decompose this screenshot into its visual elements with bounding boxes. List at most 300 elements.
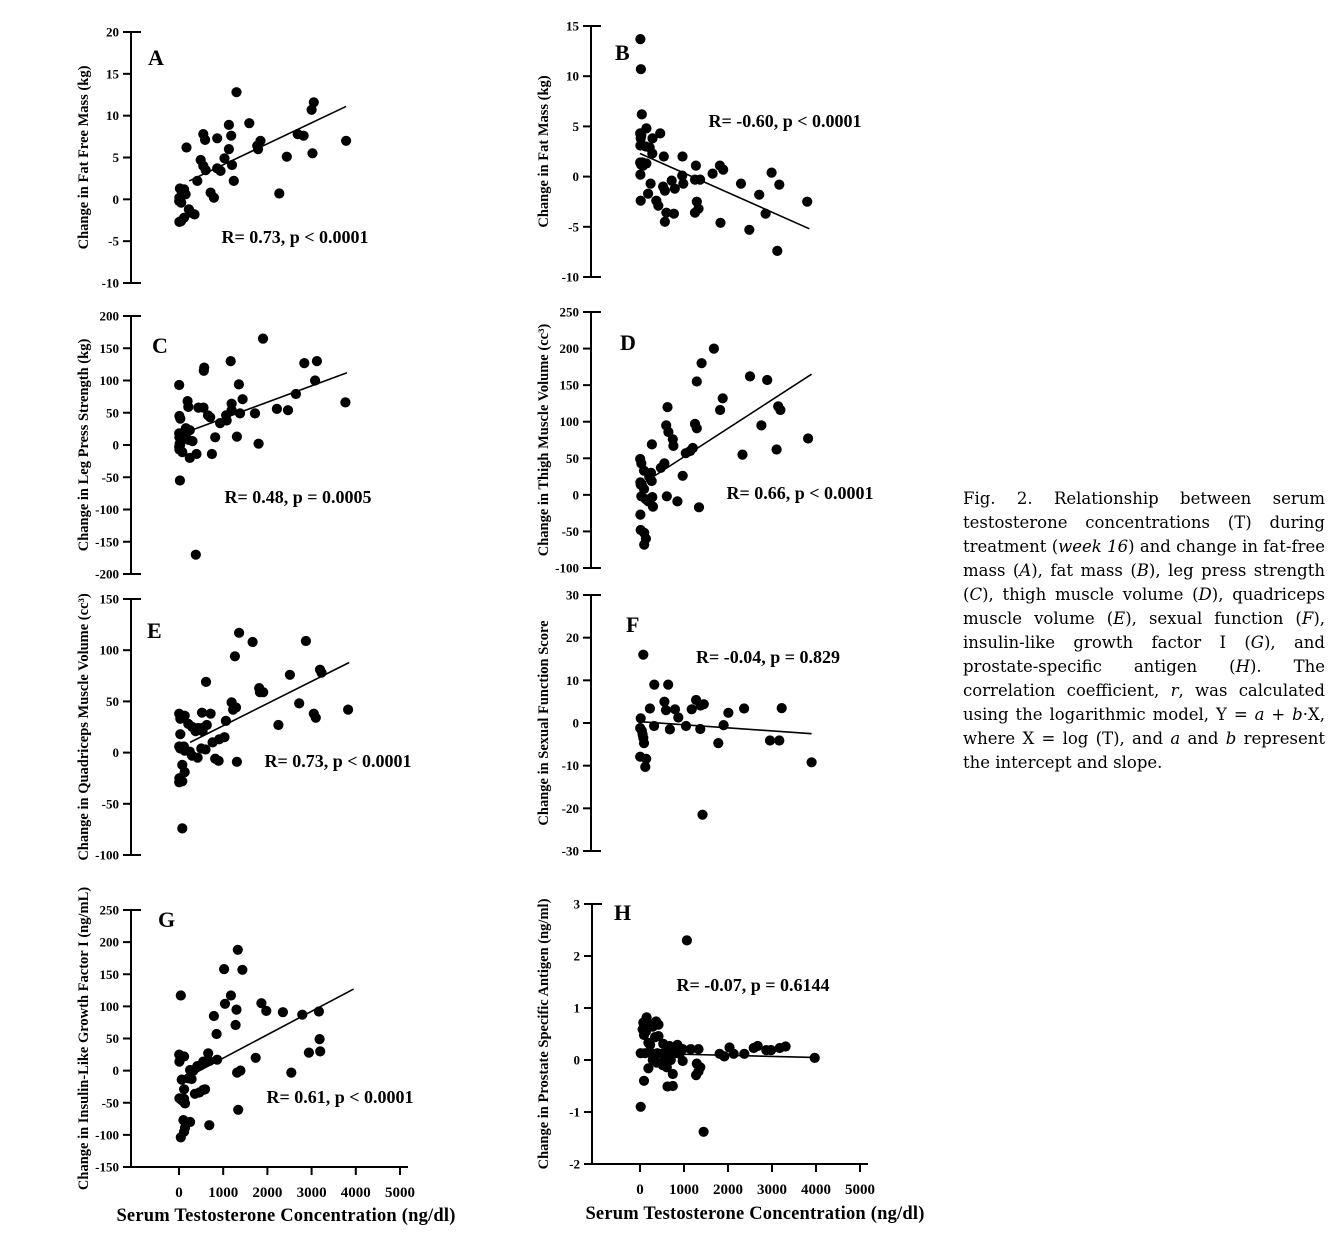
data-point [291, 389, 301, 399]
y-axis-label: Change in Insulin-Like Growth Factor I (ng/mL) [76, 886, 92, 1191]
caption-segment: ), and prostate-specific antigen ( [963, 633, 1325, 676]
caption-italic-segment: a [1254, 705, 1265, 724]
data-point [232, 757, 242, 767]
data-point [647, 148, 657, 158]
data-point [273, 720, 283, 730]
data-point [215, 166, 225, 176]
data-point [231, 87, 241, 97]
data-point [639, 738, 649, 748]
y-tick-label: 10 [566, 68, 579, 84]
data-point [660, 186, 670, 196]
data-point [739, 1049, 749, 1059]
x-axis-title-right: Serum Testosterone Concentration (ng/dl) [585, 1204, 925, 1224]
panel-letter: E [147, 618, 162, 643]
data-point [640, 762, 650, 772]
data-point [802, 197, 812, 207]
data-point [222, 415, 232, 425]
caption-italic-segment: B [1136, 561, 1149, 580]
data-point [662, 491, 672, 501]
chart-panel-D [520, 300, 965, 590]
y-tick-label: 0 [112, 191, 119, 207]
y-tick-label: 100 [559, 414, 579, 430]
data-point [691, 161, 701, 171]
data-point [301, 636, 311, 646]
data-point [777, 703, 787, 713]
data-point [233, 1105, 243, 1115]
data-point [341, 136, 351, 146]
data-point [175, 475, 185, 485]
y-tick-label: 10 [566, 672, 579, 688]
data-point [715, 405, 725, 415]
regression-line [190, 373, 347, 431]
y-tick-label: 50 [106, 693, 119, 709]
data-point [673, 712, 683, 722]
data-point [646, 179, 656, 189]
y-tick-label: 100 [99, 373, 119, 388]
data-point [258, 687, 268, 697]
panel-letter: G [158, 907, 176, 932]
y-tick-label: -100 [95, 502, 119, 517]
y-tick-label: 2 [573, 948, 580, 964]
data-point [810, 1053, 820, 1063]
y-axis [131, 316, 141, 574]
data-point [191, 550, 201, 560]
data-point [744, 225, 754, 235]
data-point [660, 217, 670, 227]
data-point [678, 179, 688, 189]
data-point [715, 218, 725, 228]
y-tick-label: 0 [112, 1063, 119, 1079]
data-point [723, 708, 733, 718]
data-point [713, 738, 723, 748]
data-point [299, 131, 309, 141]
y-tick-label: -50 [561, 523, 579, 539]
y-axis-label: Change in Quadriceps Muscle Volume (cc³) [76, 593, 92, 861]
data-point [231, 1020, 241, 1030]
data-point [314, 1006, 324, 1016]
data-point [231, 1005, 241, 1015]
caption-italic-segment: H [1235, 657, 1250, 676]
data-point [224, 120, 234, 130]
y-tick-label: -20 [561, 800, 579, 816]
data-point [761, 209, 771, 219]
data-point [659, 697, 669, 707]
data-point [174, 1057, 184, 1067]
data-point [232, 432, 242, 442]
y-tick-label: -30 [561, 843, 579, 859]
data-point [678, 1056, 688, 1066]
data-point [694, 502, 704, 512]
data-point [233, 945, 243, 955]
y-tick-label: 10 [106, 108, 119, 124]
data-point [647, 439, 657, 449]
caption-segment: + [1264, 705, 1293, 724]
y-tick-label: 3 [573, 896, 580, 912]
data-point [214, 734, 224, 744]
y-tick-label: 15 [566, 18, 579, 34]
data-point [250, 408, 260, 418]
data-point [191, 449, 201, 459]
data-point [655, 128, 665, 138]
data-point [229, 176, 239, 186]
data-point [179, 1127, 189, 1137]
data-point [668, 441, 678, 451]
y-tick-label: 50 [106, 405, 119, 421]
caption-italic-segment: E [1113, 609, 1126, 628]
chart-panel-G [60, 880, 505, 1210]
x-tick-label: 0 [175, 1185, 183, 1201]
y-tick-label: 100 [99, 642, 119, 658]
correlation-annotation: R= -0.07, p = 0.6144 [676, 975, 830, 995]
caption-italic-segment: a [1170, 729, 1181, 748]
data-point [343, 705, 353, 715]
y-axis [131, 599, 141, 855]
x-axis-title-left: Serum Testosterone Concentration (ng/dl) [116, 1206, 456, 1226]
y-axis [131, 32, 141, 283]
data-point [719, 720, 729, 730]
data-point [662, 402, 672, 412]
y-tick-label: 0 [112, 437, 119, 453]
data-point [219, 964, 229, 974]
data-point [709, 344, 719, 354]
data-point [278, 1007, 288, 1017]
data-point [677, 151, 687, 161]
data-point [200, 744, 210, 754]
y-tick-label: 150 [99, 591, 119, 607]
scatter-points [174, 628, 353, 834]
caption-segment: ·X, where X = log (T), and [963, 705, 1325, 748]
data-point [729, 1049, 739, 1059]
scatter-points [174, 334, 350, 560]
data-point [297, 1010, 307, 1020]
data-point [210, 432, 220, 442]
panel-letter: H [614, 900, 632, 925]
data-point [636, 64, 646, 74]
data-point [212, 1029, 222, 1039]
y-axis [592, 904, 602, 1164]
x-tick-label: 4000 [801, 1182, 831, 1198]
y-tick-label: -50 [101, 1095, 119, 1111]
data-point [637, 109, 647, 119]
data-point [209, 193, 219, 203]
data-point [635, 510, 645, 520]
scatter-points [635, 650, 817, 820]
data-point [227, 160, 237, 170]
data-point [774, 735, 784, 745]
y-tick-label: -100 [95, 847, 119, 863]
correlation-annotation: R= 0.61, p < 0.0001 [266, 1087, 414, 1107]
data-point [697, 810, 707, 820]
data-point [175, 414, 185, 424]
data-point [175, 729, 185, 739]
x-tick-label: 1000 [208, 1185, 239, 1201]
data-point [174, 380, 184, 390]
caption-italic-segment: F [1301, 609, 1314, 628]
y-tick-label: -1 [569, 1104, 580, 1120]
data-point [307, 105, 317, 115]
data-point [636, 196, 646, 206]
caption-italic-segment: C [969, 585, 983, 604]
panel-letter: D [620, 330, 636, 355]
data-point [202, 720, 212, 730]
data-point [176, 198, 186, 208]
data-point [649, 680, 659, 690]
y-tick-label: -150 [95, 534, 119, 550]
data-point [718, 393, 728, 403]
y-tick-label: 150 [99, 966, 119, 982]
data-point [285, 670, 295, 680]
data-point [176, 990, 186, 1000]
y-tick-label: 150 [559, 377, 579, 393]
data-point [635, 170, 645, 180]
data-point [312, 356, 322, 366]
chart-panel-B [520, 10, 965, 302]
data-point [737, 450, 747, 460]
data-point [274, 188, 284, 198]
y-tick-label: 0 [573, 1052, 580, 1068]
y-tick-label: -100 [95, 1127, 119, 1143]
y-tick-label: 0 [572, 169, 579, 185]
data-point [772, 444, 782, 454]
y-tick-label: -50 [101, 796, 119, 812]
data-point [192, 176, 202, 186]
data-point [659, 458, 669, 468]
y-axis [131, 910, 141, 1167]
data-point [653, 201, 663, 211]
data-point [183, 402, 193, 412]
x-tick-label: 3000 [296, 1185, 327, 1201]
data-point [635, 34, 645, 44]
data-point [212, 1055, 222, 1065]
data-point [662, 1081, 672, 1091]
y-tick-label: 0 [572, 715, 579, 731]
y-axis [591, 26, 601, 277]
data-point [672, 496, 682, 506]
y-tick-label: 50 [106, 1031, 119, 1046]
data-point [199, 366, 209, 376]
data-point [282, 152, 292, 162]
data-point [226, 131, 236, 141]
caption-segment: ), leg press strength ( [963, 561, 1325, 604]
chart-panel-F [520, 585, 965, 880]
data-point [231, 702, 241, 712]
caption-italic-segment: A [1019, 561, 1032, 580]
caption-italic-segment: b [1292, 705, 1303, 724]
data-point [238, 394, 248, 404]
data-point [237, 965, 247, 975]
y-tick-label: 15 [106, 66, 119, 82]
data-point [678, 471, 688, 481]
data-point [659, 151, 669, 161]
data-point [774, 180, 784, 190]
data-point [176, 216, 186, 226]
data-point [181, 142, 191, 152]
data-point [304, 1048, 314, 1058]
x-tick-label: 0 [636, 1182, 644, 1198]
data-point [670, 184, 680, 194]
data-point [187, 436, 197, 446]
data-point [649, 721, 659, 731]
data-point [189, 209, 199, 219]
data-point [645, 703, 655, 713]
data-point [736, 179, 746, 189]
data-point [226, 356, 236, 366]
data-point [695, 700, 705, 710]
figure-caption [963, 487, 1325, 775]
data-point [200, 1084, 210, 1094]
data-point [719, 1051, 729, 1061]
y-tick-label: 0 [572, 487, 579, 503]
data-point [214, 756, 224, 766]
data-point [636, 1102, 646, 1112]
y-tick-label: 200 [559, 341, 579, 357]
data-point [204, 1120, 214, 1130]
chart-panel-E [60, 585, 505, 880]
correlation-annotation: R= -0.04, p = 0.829 [695, 647, 841, 667]
x-tick-label: 1000 [669, 1182, 699, 1198]
data-point [690, 208, 700, 218]
chart-panel-H [520, 880, 965, 1210]
data-point [209, 1011, 219, 1021]
data-point [643, 1063, 653, 1073]
data-point [647, 476, 657, 486]
y-tick-label: 50 [566, 450, 579, 466]
data-point [641, 158, 651, 168]
y-tick-label: -200 [95, 566, 119, 582]
data-point [179, 1084, 189, 1094]
caption-italic-segment: week 16 [1058, 537, 1129, 556]
panel-letter: B [615, 40, 630, 65]
data-point [316, 668, 326, 678]
panel-letter: A [148, 45, 164, 70]
y-tick-label: 5 [112, 150, 119, 165]
data-point [636, 713, 646, 723]
y-axis-label: Change in Prostate Specific Antigen (ng/ml) [536, 898, 552, 1170]
data-point [681, 721, 691, 731]
data-point [201, 677, 211, 687]
data-point [193, 753, 203, 763]
data-point [177, 776, 187, 786]
chart-panel-A [60, 10, 505, 302]
data-point [200, 135, 210, 145]
caption-segment: ), insulin-like growth factor I ( [963, 609, 1325, 652]
panel-letter: F [626, 612, 640, 637]
data-point [310, 375, 320, 385]
y-axis-label: Change in Sexual Function Score [536, 620, 552, 826]
x-tick-label: 5000 [845, 1182, 875, 1198]
data-point [638, 650, 648, 660]
data-point [187, 1074, 197, 1084]
data-point [258, 334, 268, 344]
y-tick-label: -10 [561, 758, 579, 774]
data-point [687, 704, 697, 714]
caption-segment: represent the intercept and slope. [963, 729, 1325, 772]
caption-italic-segment: D [1198, 585, 1212, 604]
y-tick-label: -5 [568, 219, 579, 235]
data-point [697, 358, 707, 368]
data-point [695, 175, 705, 185]
data-point [803, 433, 813, 443]
data-point [688, 443, 698, 453]
y-axis [591, 595, 601, 851]
y-tick-label: -10 [101, 275, 119, 291]
data-point [693, 1044, 703, 1054]
caption-italic-segment: G [1250, 633, 1264, 652]
data-point [682, 935, 692, 945]
y-tick-label: -150 [95, 1159, 119, 1175]
data-point [248, 637, 258, 647]
data-point [754, 190, 764, 200]
data-point [718, 165, 728, 175]
y-axis-label: Change in Leg Press Strength (kg) [76, 338, 92, 552]
data-point [206, 709, 216, 719]
data-point [235, 408, 245, 418]
data-point [340, 397, 350, 407]
data-point [766, 1045, 776, 1055]
y-tick-label: 20 [106, 24, 119, 40]
data-point [234, 379, 244, 389]
data-point [708, 169, 718, 179]
x-tick-label: 4000 [340, 1185, 371, 1201]
correlation-annotation: R= -0.60, p < 0.0001 [708, 111, 862, 131]
caption-italic-segment: r [1170, 681, 1179, 700]
data-point [235, 1066, 245, 1076]
data-point [745, 371, 755, 381]
data-point [205, 412, 215, 422]
scatter-points [635, 34, 812, 256]
y-axis-label: Change in Thigh Muscle Volume (cc³) [536, 323, 552, 557]
data-point [668, 1069, 678, 1079]
data-point [767, 168, 777, 178]
correlation-annotation: R= 0.73, p < 0.0001 [221, 227, 369, 247]
y-axis-label: Change in Fat Mass (kg) [536, 75, 552, 228]
data-point [283, 405, 293, 415]
y-tick-label: 150 [99, 340, 119, 356]
data-point [695, 724, 705, 734]
data-point [699, 1127, 709, 1137]
data-point [299, 358, 309, 368]
data-point [226, 990, 236, 1000]
caption-segment: ) and change in fat-free mass ( [963, 537, 1325, 580]
x-tick-label: 2000 [252, 1185, 283, 1201]
correlation-annotation: R= 0.66, p < 0.0001 [726, 483, 874, 503]
data-point [661, 705, 671, 715]
data-point [221, 716, 231, 726]
y-axis-label: Change in Fat Free Mass (kg) [76, 65, 92, 250]
data-point [643, 189, 653, 199]
data-point [315, 1034, 325, 1044]
data-point [311, 713, 321, 723]
data-point [261, 1006, 271, 1016]
data-point [251, 1053, 261, 1063]
data-point [244, 118, 254, 128]
data-point [307, 148, 317, 158]
data-point [197, 708, 207, 718]
data-point [665, 724, 675, 734]
x-tick-label: 5000 [385, 1185, 415, 1201]
y-tick-label: 20 [566, 630, 579, 646]
data-point [647, 492, 657, 502]
caption-segment: , was calculated using the logarithmic model, Y = [963, 681, 1325, 724]
caption-segment: ), fat mass ( [1031, 561, 1137, 580]
data-point [212, 133, 222, 143]
y-tick-label: -2 [569, 1156, 580, 1172]
data-point [200, 1057, 210, 1067]
y-tick-label: 200 [99, 934, 119, 950]
y-tick-label: 0 [112, 745, 119, 761]
y-tick-label: -10 [561, 269, 579, 285]
data-point [692, 423, 702, 433]
